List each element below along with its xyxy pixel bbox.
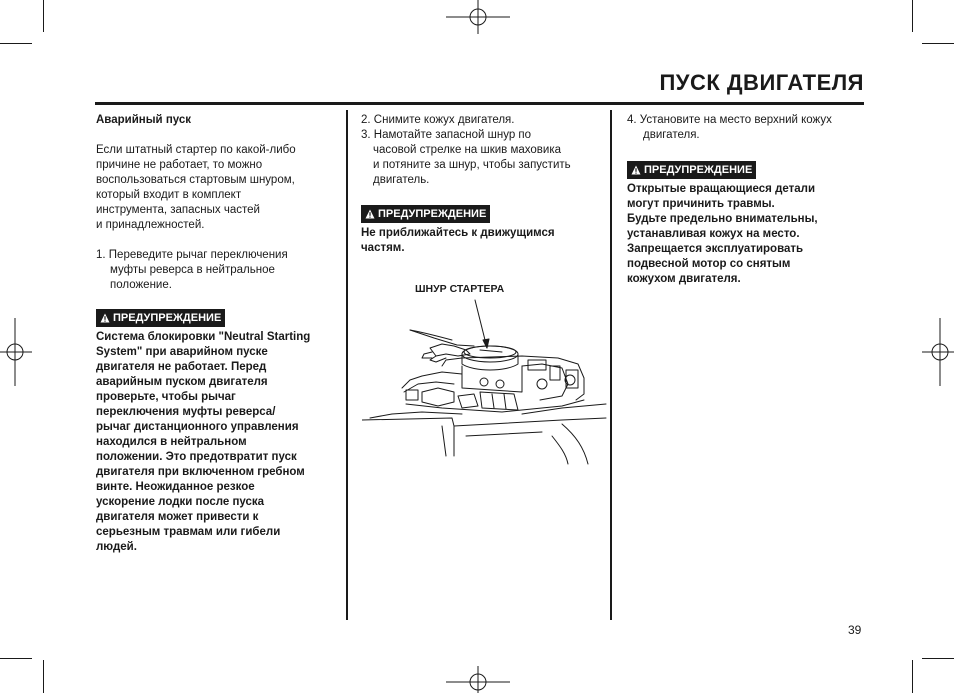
text-line: рычаг дистанционного управления bbox=[96, 421, 299, 433]
text-line: винте. Неожиданное резкое bbox=[96, 481, 255, 493]
text-line: причине не работает, то можно bbox=[96, 159, 263, 171]
text-line: двигателя может привести к bbox=[96, 511, 259, 523]
warning-label: ПРЕДУПРЕЖДЕНИЕ bbox=[644, 164, 753, 176]
warning-triangle-icon bbox=[365, 209, 375, 219]
text-line: Будьте предельно внимательны, bbox=[627, 213, 818, 225]
text-line: кожухом двигателя. bbox=[627, 273, 741, 285]
column-1 bbox=[96, 113, 336, 555]
intro-paragraph bbox=[96, 143, 336, 233]
column-3 bbox=[627, 113, 862, 287]
text-line: могут причинить травмы. bbox=[627, 198, 775, 210]
text-line: положении. Это предотвратит пуск bbox=[96, 451, 297, 463]
text-line: положение. bbox=[110, 279, 172, 291]
text-line: частям. bbox=[361, 242, 405, 254]
text-line: людей. bbox=[96, 541, 137, 553]
text-line: подвесной мотор со снятым bbox=[627, 258, 791, 270]
page-title: ПУСК ДВИГАТЕЛЯ bbox=[659, 70, 864, 95]
column-divider-1 bbox=[346, 110, 348, 620]
warning-label: ПРЕДУПРЕЖДЕНИЕ bbox=[378, 208, 487, 220]
text-line: проверьте, чтобы рычаг bbox=[96, 391, 236, 403]
text-line: муфты реверса в нейтральное bbox=[110, 264, 275, 276]
text-line: находился в нейтральном bbox=[96, 436, 247, 448]
warning-badge bbox=[361, 205, 490, 223]
title-rule bbox=[95, 102, 864, 105]
text-line: System" при аварийном пуске bbox=[96, 346, 268, 358]
text-line: ускорение лодки после пуска bbox=[96, 496, 265, 508]
warning-badge bbox=[627, 161, 756, 179]
step-2: 2. Снимите кожух двигателя. bbox=[361, 114, 515, 126]
text-line: Запрещается эксплуатировать bbox=[627, 243, 804, 255]
text-line: Если штатный стартер по какой-либо bbox=[96, 144, 296, 156]
warning-triangle-icon bbox=[631, 165, 641, 175]
warning-badge bbox=[96, 309, 225, 327]
text-line: двигателя не работает. Перед bbox=[96, 361, 267, 373]
engine-starter-rope-illustration bbox=[362, 296, 607, 466]
text-line: который входит в комплект bbox=[96, 189, 242, 201]
text-line: устанавливая кожух на место. bbox=[627, 228, 800, 240]
text-line: аварийным пуском двигателя bbox=[96, 376, 268, 388]
figure-label: ШНУР СТАРТЕРА bbox=[415, 283, 505, 295]
warning-text bbox=[96, 330, 336, 555]
step-4 bbox=[627, 113, 862, 143]
text-line: Открытые вращающиеся детали bbox=[627, 183, 816, 195]
section-heading: Аварийный пуск bbox=[96, 114, 192, 126]
text-line: часовой стрелке на шкив маховика bbox=[373, 144, 562, 156]
page-number: 39 bbox=[848, 623, 862, 637]
text-line: 4. Установите на место верхний кожух bbox=[627, 114, 832, 126]
text-line: переключения муфты реверса/ bbox=[96, 406, 276, 418]
text-line: воспользоваться стартовым шнуром, bbox=[96, 174, 295, 186]
text-line: 1. Переведите рычаг переключения bbox=[96, 249, 288, 261]
text-line: инструмента, запасных частей bbox=[96, 204, 260, 216]
text-line: и принадлежностей. bbox=[96, 219, 205, 231]
text-line: двигатель. bbox=[373, 174, 430, 186]
step-3 bbox=[361, 128, 601, 188]
warning-label: ПРЕДУПРЕЖДЕНИЕ bbox=[113, 312, 222, 324]
column-2 bbox=[361, 113, 601, 256]
column-divider-2 bbox=[610, 110, 612, 620]
text-line: и потяните за шнур, чтобы запустить bbox=[373, 159, 571, 171]
text-line: серьезным травмам или гибели bbox=[96, 526, 281, 538]
warning-text bbox=[361, 226, 601, 256]
text-line: двигателя при включенном гребном bbox=[96, 466, 305, 478]
step-1 bbox=[96, 248, 336, 293]
text-line: 3. Намотайте запасной шнур по bbox=[361, 129, 532, 141]
text-line: Не приближайтесь к движущимся bbox=[361, 227, 555, 239]
text-line: Система блокировки "Neutral Starting bbox=[96, 331, 311, 343]
text-line: двигателя. bbox=[643, 129, 700, 141]
warning-text bbox=[627, 182, 862, 287]
warning-triangle-icon bbox=[100, 313, 110, 323]
